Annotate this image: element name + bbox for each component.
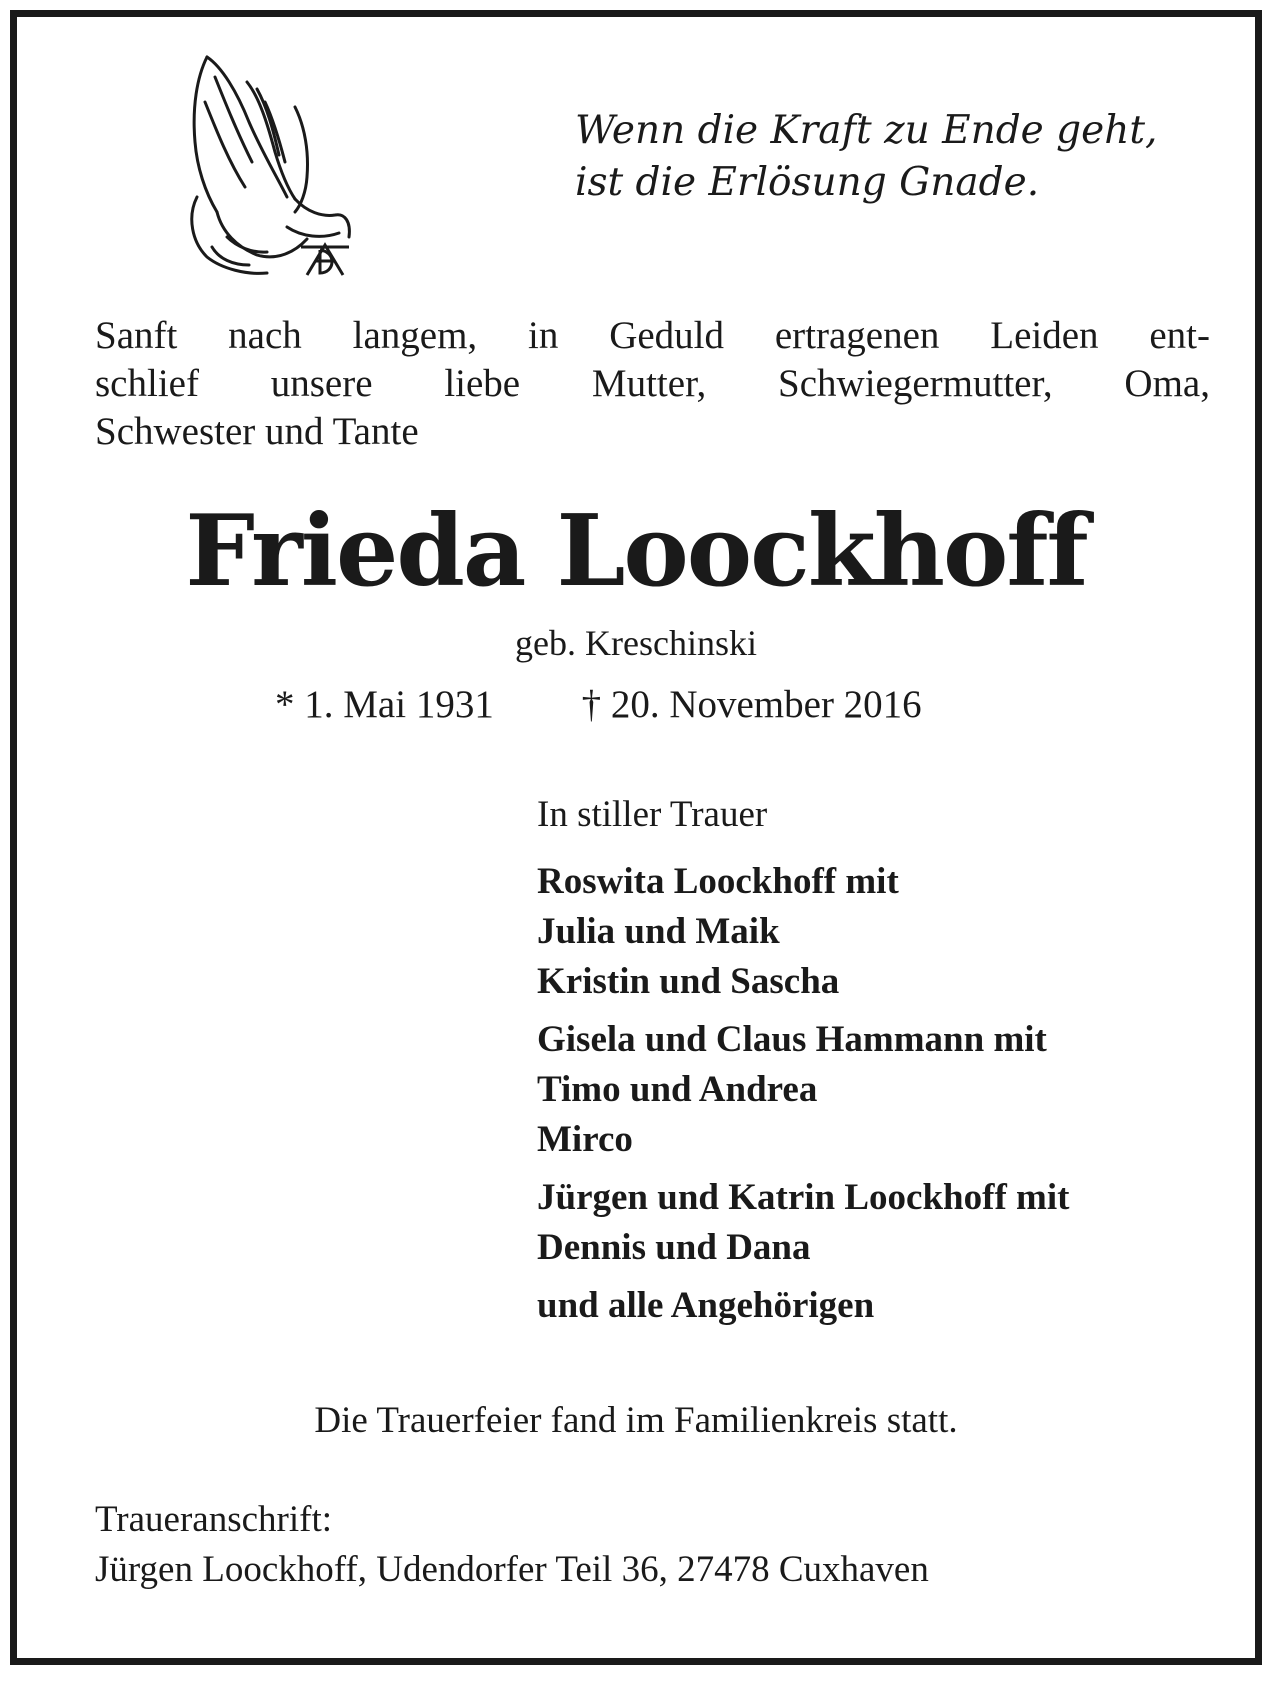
mourning-address bbox=[95, 1495, 929, 1595]
death-date: † 20. November 2016 bbox=[581, 683, 922, 726]
mourner-line: Dennis und Dana bbox=[537, 1227, 811, 1268]
address-line: Jürgen Loockhoff, Udendorfer Teil 36, 27478 Cuxhaven bbox=[95, 1549, 929, 1590]
mourner-group bbox=[537, 1015, 1237, 1165]
ceremony-note: Die Trauerfeier fand im Familienkreis statt. bbox=[314, 1400, 958, 1441]
mourner-group bbox=[537, 1281, 1237, 1331]
motto-line-2: ist die Erlösung Gnade. bbox=[575, 160, 1040, 205]
mourner-line: Gisela und Claus Hammann mit bbox=[537, 1019, 1047, 1060]
praying-hands-icon bbox=[167, 47, 367, 282]
mourner-line: Roswita Loockhoff mit bbox=[537, 861, 899, 902]
mourner-line: Jürgen und Katrin Loockhoff mit bbox=[537, 1177, 1070, 1218]
mourner-group bbox=[537, 1173, 1237, 1273]
obituary-frame bbox=[10, 10, 1262, 1665]
mourner-line: Kristin und Sascha bbox=[537, 961, 840, 1002]
mourner-line: Timo und Andrea bbox=[537, 1069, 818, 1110]
intro-line-1: Sanft nach langem, in Geduld ertragenen Leiden ent- bbox=[95, 314, 1210, 357]
birth-date: * 1. Mai 1931 bbox=[275, 683, 494, 726]
life-dates bbox=[275, 681, 922, 729]
mourners-heading: In stiller Trauer bbox=[537, 794, 768, 835]
mourners-block bbox=[537, 791, 1237, 1339]
mourner-group bbox=[537, 857, 1237, 1007]
address-label: Traueranschrift: bbox=[95, 1499, 333, 1540]
intro-line-2: schlief unsere liebe Mutter, Schwiegermutter, Oma, bbox=[95, 362, 1210, 405]
motto-quote bbox=[470, 105, 1158, 209]
motto-line-1: Wenn die Kraft zu Ende geht, bbox=[575, 108, 1158, 153]
mourner-line: Julia und Maik bbox=[537, 911, 780, 952]
mourner-line: und alle Angehörigen bbox=[537, 1285, 875, 1326]
intro-line-3: Schwester und Tante bbox=[95, 410, 419, 453]
deceased-name: Frieda Loockhoff bbox=[185, 494, 1087, 609]
intro-text bbox=[95, 312, 1210, 456]
maiden-name: geb. Kreschinski bbox=[515, 623, 757, 663]
mourner-line: Mirco bbox=[537, 1119, 633, 1160]
